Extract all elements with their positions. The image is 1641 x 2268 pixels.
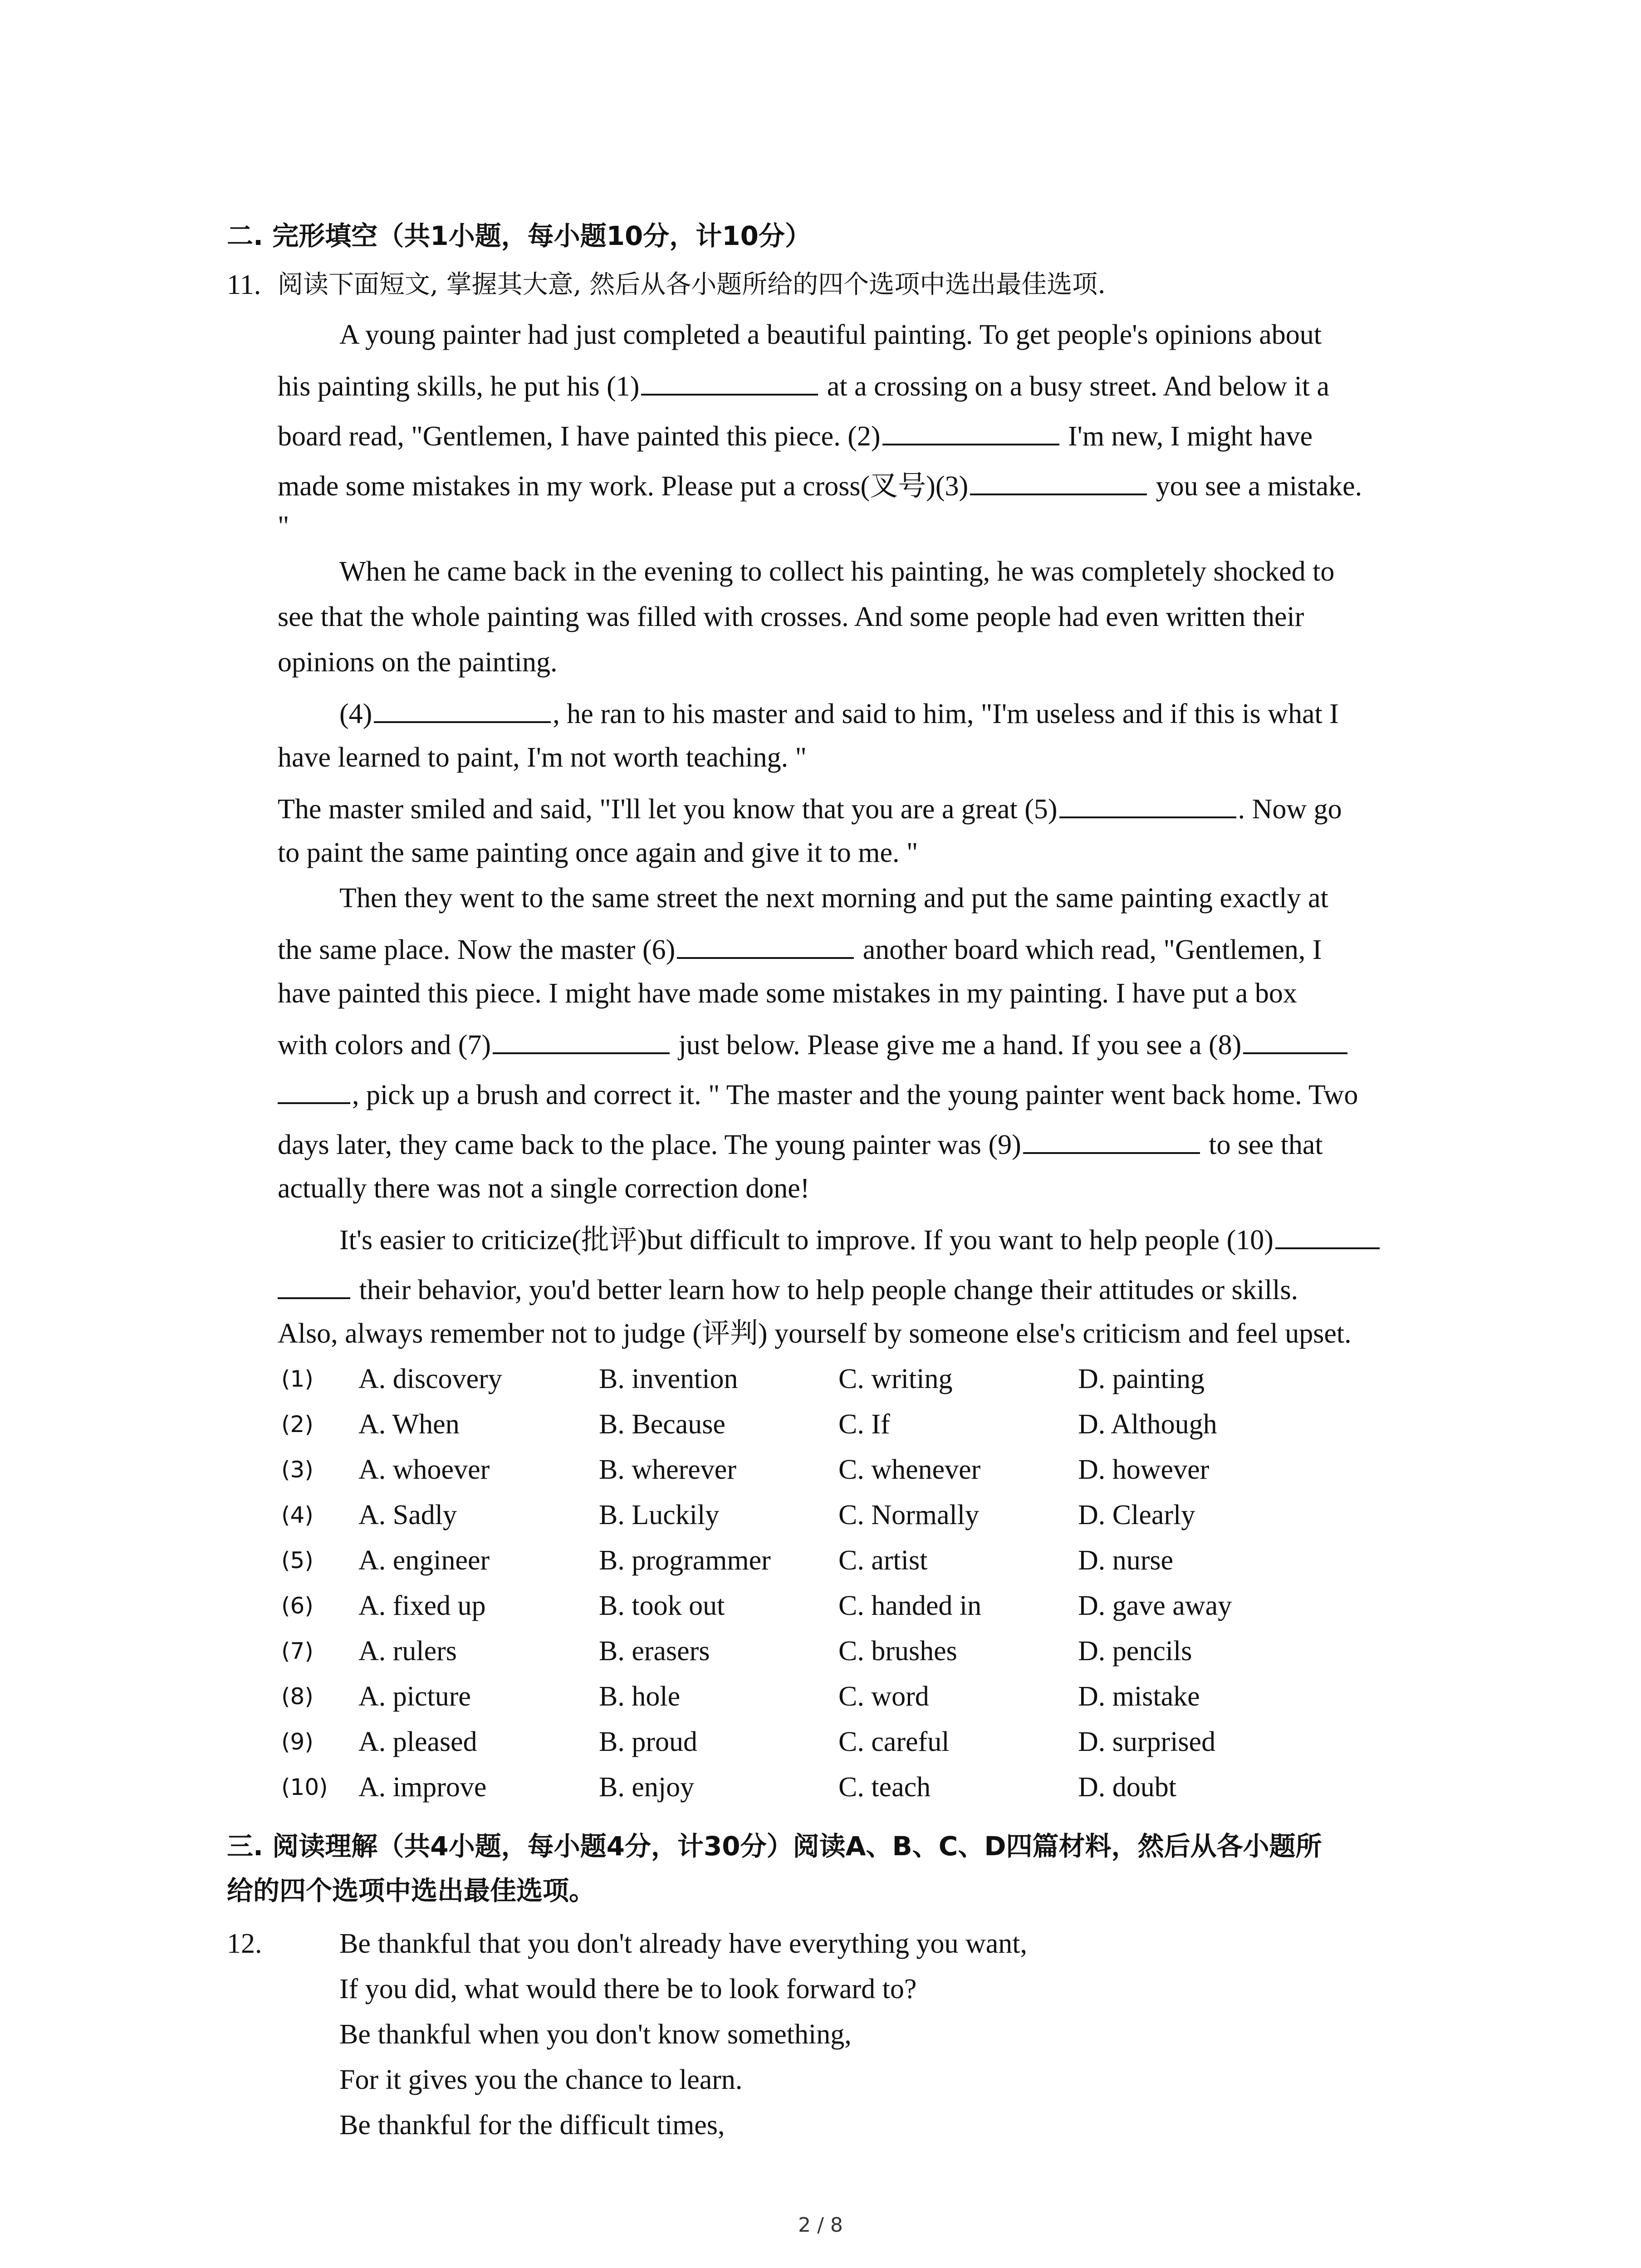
- passage-line: The master smiled and said, "I'll let you know that you are a great (5) . Now go: [278, 785, 1466, 832]
- option-c[interactable]: C. artist: [838, 1545, 928, 1576]
- passage-line: have painted this piece. I might have made some mistakes in my painting. I have put a box: [278, 978, 1297, 1009]
- option-a[interactable]: A. fixed up: [358, 1590, 486, 1621]
- poem-line: Be thankful when you don't know something,: [339, 2019, 852, 2050]
- option-c[interactable]: C. teach: [838, 1772, 931, 1803]
- section-2-heading: 二. 完形填空（共1小题，每小题10分，计10分）: [227, 220, 812, 251]
- passage-line: board read, "Gentlemen, I have painted this piece. (2) I'm new, I might have: [278, 412, 1466, 459]
- option-a[interactable]: A. picture: [358, 1681, 471, 1712]
- option-b[interactable]: B. Because: [599, 1409, 725, 1440]
- passage-line: the same place. Now the master (6) another board which read, "Gentlemen, I: [278, 925, 1466, 973]
- passage-line: ": [278, 511, 289, 542]
- passage-line: It's easier to criticize(批评)but difficult to improve. If you want to help people (10): [339, 1216, 1528, 1263]
- option-row: (10) A. improve B. enjoy C. teach D. doubt: [281, 1765, 1506, 1810]
- option-b[interactable]: B. hole: [599, 1681, 681, 1712]
- passage-line: his painting skills, he put his (1) at a crossing on a busy street. And below it a: [278, 362, 1466, 409]
- blank-8: [1243, 1021, 1347, 1054]
- poem-line: Be thankful for the difficult times,: [339, 2110, 725, 2141]
- option-row: (6) A. fixed up B. took out C. handed in D. gave away: [281, 1583, 1506, 1628]
- section-3-heading: 三. 阅读理解（共4小题，每小题4分，计30分）阅读A、B、C、D四篇材料，然后从各小题所: [227, 1831, 1322, 1862]
- passage-line: have learned to paint, I'm not worth teaching. ": [278, 742, 807, 773]
- option-c[interactable]: C. handed in: [838, 1590, 982, 1621]
- option-d[interactable]: D. painting: [1078, 1364, 1205, 1394]
- option-c[interactable]: C. writing: [838, 1364, 953, 1394]
- poem-line: For it gives you the chance to learn.: [339, 2064, 743, 2095]
- option-row: (3) A. whoever B. wherever C. whenever D. however: [281, 1447, 1506, 1492]
- option-row: (7) A. rulers B. erasers C. brushes D. pencils: [281, 1628, 1506, 1674]
- passage-line: their behavior, you'd better learn how to help people change their attitudes or skills.: [278, 1266, 1466, 1313]
- blank-3: [970, 462, 1147, 495]
- option-d[interactable]: D. nurse: [1078, 1545, 1174, 1576]
- option-d[interactable]: D. gave away: [1078, 1590, 1232, 1621]
- option-b[interactable]: B. programmer: [599, 1545, 771, 1576]
- passage-line: Also, always remember not to judge (评判) yourself by someone else's criticism and feel upset.: [278, 1318, 1352, 1349]
- blank-9: [1023, 1120, 1200, 1154]
- blank-1: [641, 362, 818, 396]
- option-d[interactable]: D. pencils: [1078, 1636, 1192, 1667]
- passage-line: opinions on the painting.: [278, 647, 558, 678]
- option-d[interactable]: D. doubt: [1078, 1772, 1176, 1803]
- option-c[interactable]: C. careful: [838, 1726, 950, 1757]
- option-row: (1) A. discovery B. invention C. writing D. painting: [281, 1356, 1506, 1402]
- option-b[interactable]: B. wherever: [599, 1454, 736, 1485]
- blank-4: [374, 689, 551, 723]
- option-d[interactable]: D. surprised: [1078, 1726, 1216, 1757]
- option-d[interactable]: D. Clearly: [1078, 1500, 1195, 1530]
- option-d[interactable]: D. mistake: [1078, 1681, 1200, 1712]
- option-b[interactable]: B. Luckily: [599, 1500, 720, 1530]
- question-12-number: 12.: [227, 1928, 262, 1959]
- option-a[interactable]: A. When: [358, 1409, 460, 1440]
- option-a[interactable]: A. discovery: [358, 1364, 502, 1394]
- poem-line: If you did, what would there be to look forward to?: [339, 1974, 917, 2004]
- option-row: (2) A. When B. Because C. If D. Although: [281, 1402, 1506, 1447]
- blank-8-continued: [278, 1070, 350, 1104]
- option-b[interactable]: B. invention: [599, 1364, 738, 1394]
- option-row: (8) A. picture B. hole C. word D. mistake: [281, 1674, 1506, 1719]
- option-a[interactable]: A. pleased: [358, 1726, 477, 1757]
- passage-line: actually there was not a single correction done!: [278, 1173, 810, 1204]
- blank-6: [677, 925, 854, 959]
- passage-line: , pick up a brush and correct it. " The master and the young painter went back home. Two: [278, 1070, 1466, 1118]
- option-c[interactable]: C. brushes: [838, 1636, 957, 1667]
- passage-line: When he came back in the evening to collect his painting, he was completely shocked to: [339, 556, 1335, 587]
- option-a[interactable]: A. Sadly: [358, 1500, 457, 1530]
- question-11-instruction: 阅读下面短文, 掌握其大意, 然后从各小题所给的四个选项中选出最佳选项.: [278, 270, 1106, 299]
- page-number: 2 / 8: [798, 2214, 843, 2237]
- passage-line: days later, they came back to the place. The young painter was (9) to see that: [278, 1120, 1466, 1168]
- passage-line: see that the whole painting was filled with crosses. And some people had even written their: [278, 601, 1304, 632]
- question-11-number: 11.: [227, 269, 261, 300]
- option-row: (4) A. Sadly B. Luckily C. Normally D. Clearly: [281, 1492, 1506, 1538]
- option-d[interactable]: D. however: [1078, 1454, 1210, 1485]
- option-row: (9) A. pleased B. proud C. careful D. surprised: [281, 1719, 1506, 1765]
- poem-line: Be thankful that you don't already have everything you want,: [339, 1928, 1027, 1959]
- passage-line: Then they went to the same street the next morning and put the same painting exactly at: [339, 883, 1328, 914]
- section-3-heading-cont: 给的四个选项中选出最佳选项。: [227, 1875, 596, 1906]
- blank-10-continued: [278, 1266, 350, 1299]
- option-a[interactable]: A. improve: [358, 1772, 487, 1803]
- blank-5: [1059, 785, 1236, 818]
- passage-line: (4) , he ran to his master and said to him, "I'm useless and if this is what I: [339, 689, 1528, 737]
- option-a[interactable]: A. engineer: [358, 1545, 490, 1576]
- blank-7: [493, 1021, 670, 1054]
- option-b[interactable]: B. took out: [599, 1590, 725, 1621]
- option-b[interactable]: B. erasers: [599, 1636, 710, 1667]
- option-a[interactable]: A. rulers: [358, 1636, 457, 1667]
- passage-line: A young painter had just completed a beautiful painting. To get people's opinions about: [339, 319, 1322, 350]
- option-c[interactable]: C. word: [838, 1681, 929, 1712]
- passage-line: with colors and (7) just below. Please give me a hand. If you see a (8): [278, 1021, 1466, 1068]
- option-c[interactable]: C. whenever: [838, 1454, 981, 1485]
- option-d[interactable]: D. Although: [1078, 1409, 1217, 1440]
- blank-10: [1275, 1216, 1380, 1249]
- option-b[interactable]: B. proud: [599, 1726, 697, 1757]
- option-b[interactable]: B. enjoy: [599, 1772, 695, 1803]
- passage-line: made some mistakes in my work. Please put a cross(叉号)(3) you see a mistake.: [278, 462, 1466, 509]
- blank-2: [882, 412, 1059, 445]
- option-row: (5) A. engineer B. programmer C. artist D. nurse: [281, 1538, 1506, 1583]
- option-a[interactable]: A. whoever: [358, 1454, 490, 1485]
- passage-line: to paint the same painting once again and give it to me. ": [278, 837, 918, 868]
- option-c[interactable]: C. Normally: [838, 1500, 979, 1530]
- option-c[interactable]: C. If: [838, 1409, 890, 1440]
